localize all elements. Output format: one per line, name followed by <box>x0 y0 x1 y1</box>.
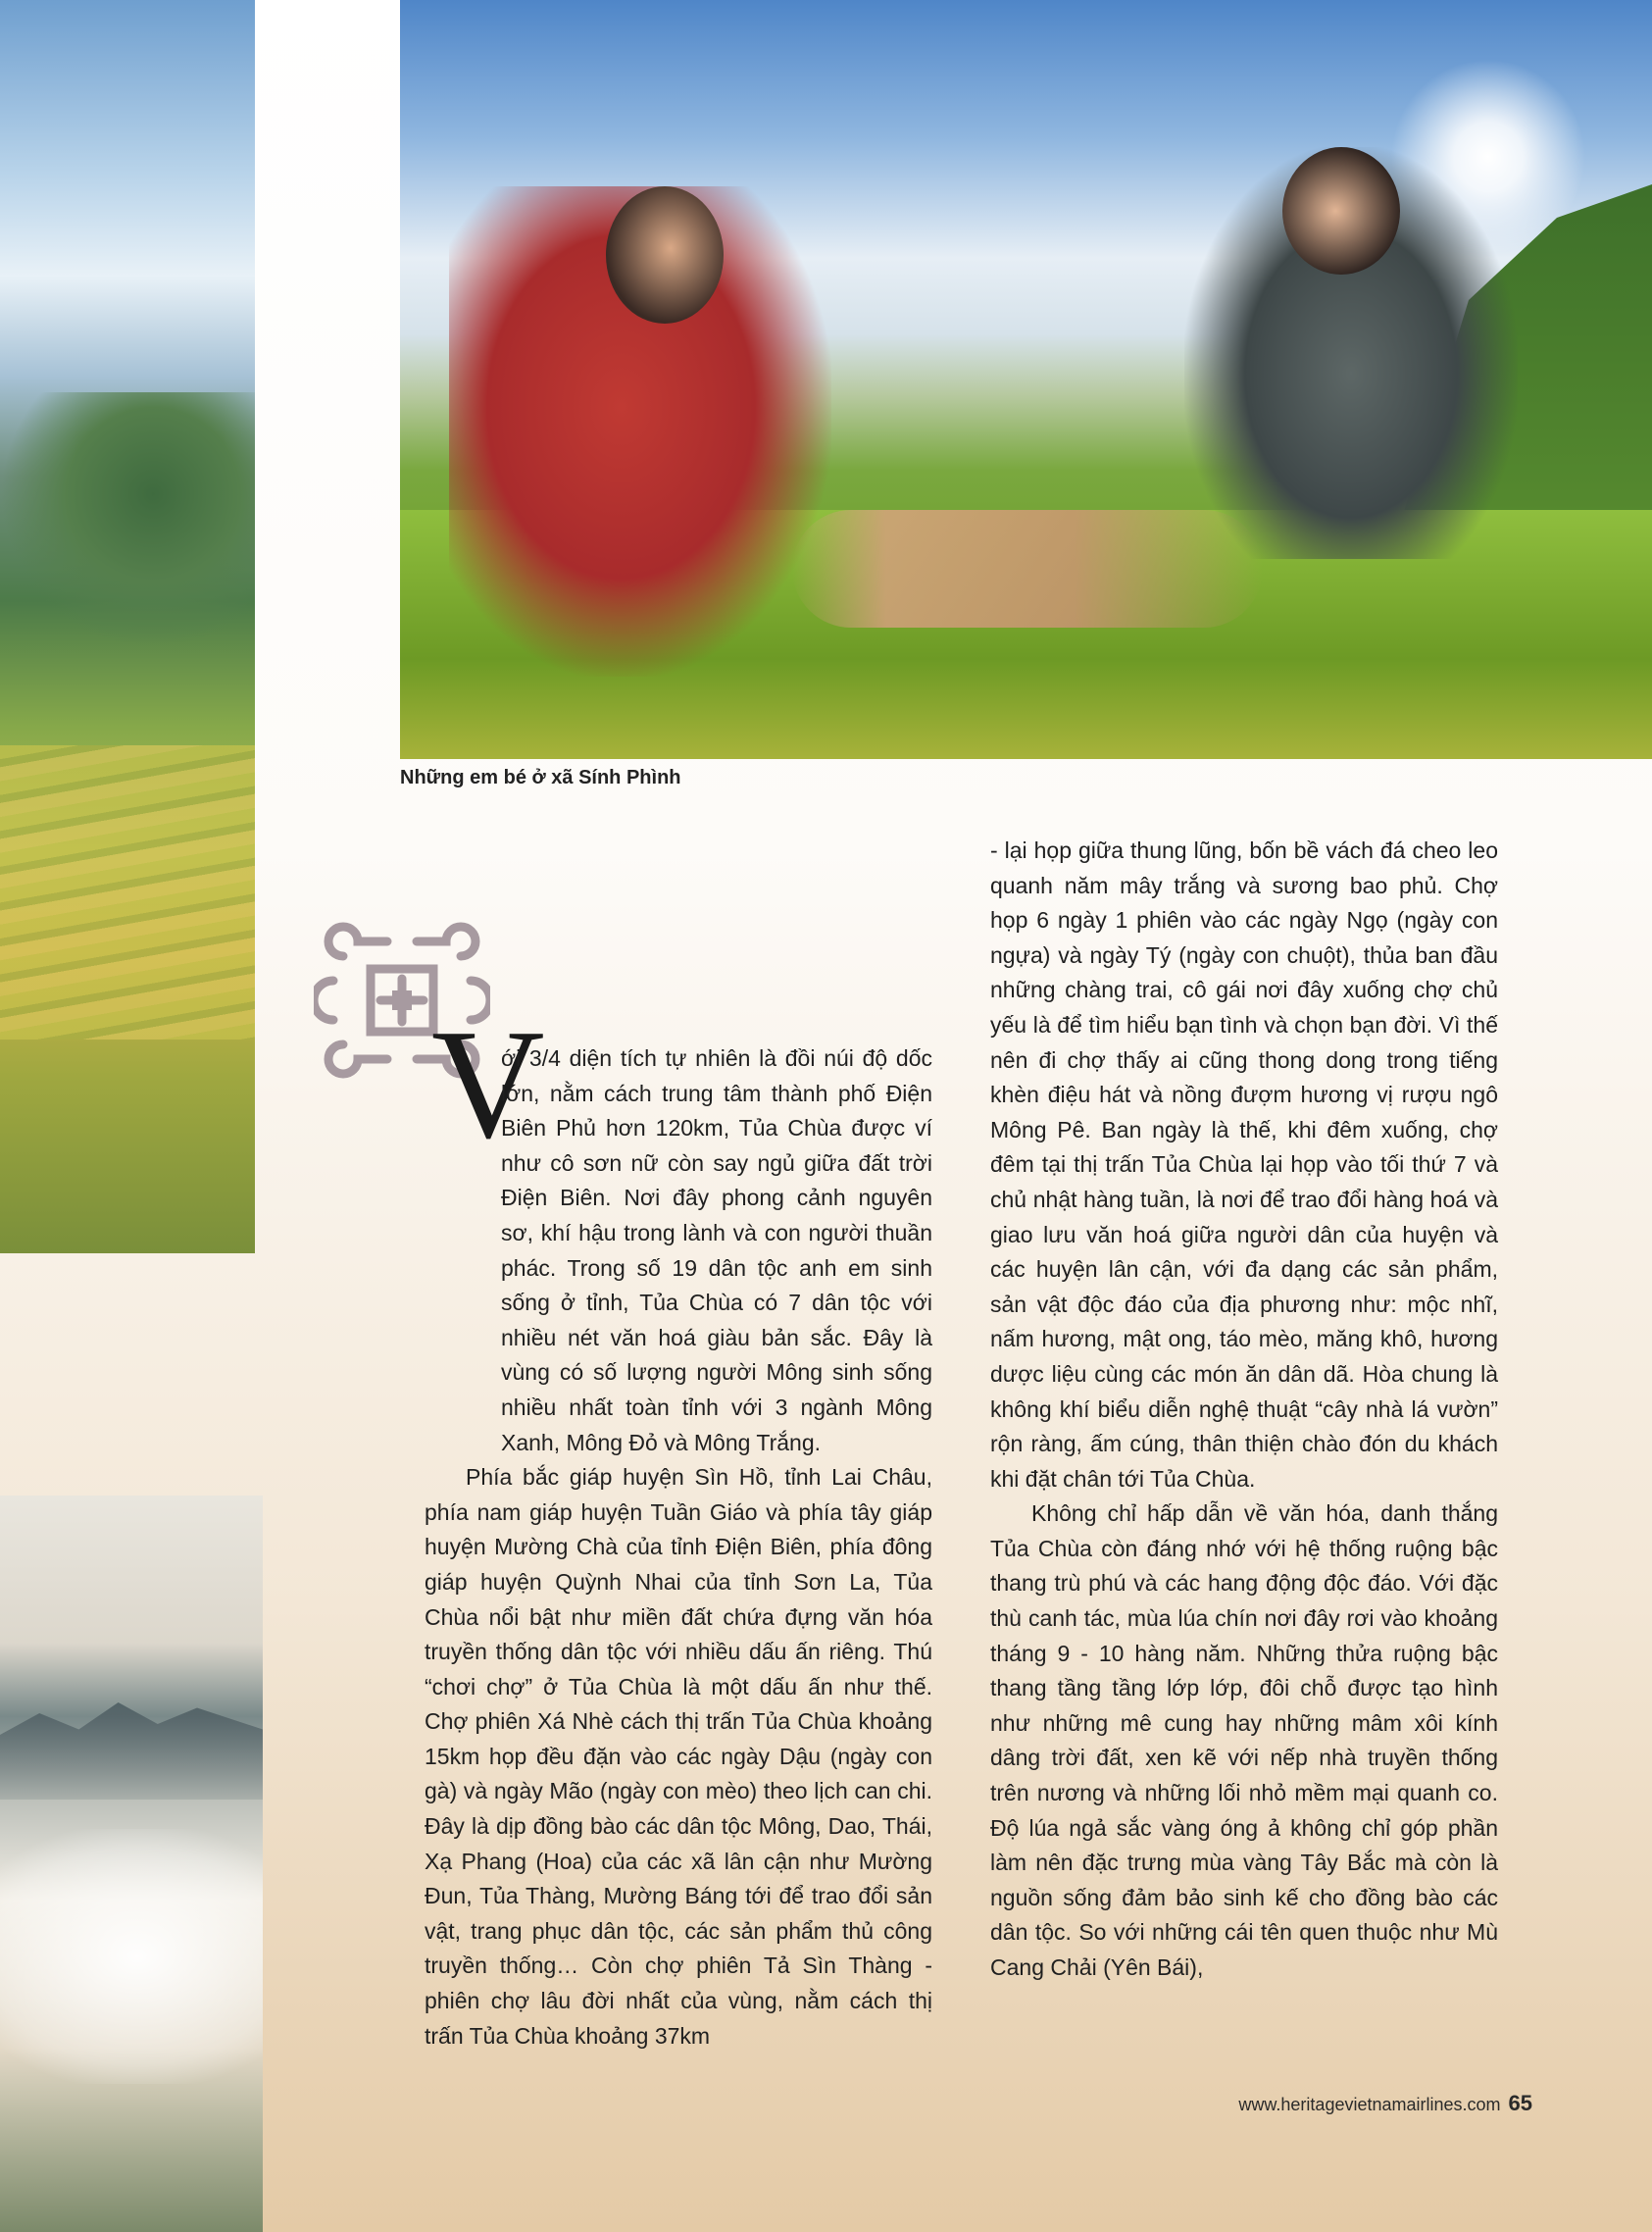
article-paragraph <box>425 1041 932 1460</box>
left-landscape-photo-top <box>0 0 255 1253</box>
girl-grey-jacket-figure <box>1184 147 1518 559</box>
girl-left-head <box>606 186 724 324</box>
article-paragraph: Phía bắc giáp huyện Sìn Hồ, tỉnh Lai Châu, phía nam giáp huyện Tuần Giáo và phía tây giáp huyện Mường Chà của tỉnh Điện Biên, phía đông giáp huyện Quỳnh Nhai của tỉnh Sơn La, Tủa Chùa nổi bật như miền đất chứa đựng văn hóa truyền thống dân tộc với nhiều dấu ấn riêng. Thú “chơi chợ” ở Tủa Chùa là một dấu ấn như thế. Chợ phiên Xá Nhè cách thị trấn Tủa Chùa khoảng 15km họp đều đặn vào các ngày Dậu (ngày con gà) và ngày Mão (ngày con mèo) theo lịch can chi. Đây là dịp đồng bào các dân tộc Mông, Dao, Thái, Xạ Phang (Hoa) của các xã lân cận như Mường Đun, Tủa Thàng, Mường Báng tới để trao đổi sản vật, trang phục dân tộc, các sản phẩm thủ công truyền thống… Còn chợ phiên Tả Sìn Thàng - phiên chợ lâu đời nhất của vùng, nằm cách thị trấn Tủa Chùa khoảng 37km <box>425 1464 932 2049</box>
left-landscape-photo-bottom <box>0 1496 263 2232</box>
rice-terraces-shape <box>0 745 255 1040</box>
page-footer <box>1238 2091 1532 2116</box>
article-paragraph: - lại họp giữa thung lũng, bốn bề vách đá cheo leo quanh năm mây trắng và sương bao phủ. Chợ họp 6 ngày 1 phiên vào các ngày Ngọ (ngày con ngựa) và ngày Tý (ngày con chuột), thủa ban đầu những chàng trai, cô gái nơi đây xuống chợ chủ yếu là để tìm hiểu bạn tình và chọn bạn đời. Vì thế nên đi chợ thấy ai cũng thong dong trong tiếng khèn điệu hát và nồng đượm hương vị rượu ngô Mông Pê. Ban ngày là thế, khi đêm xuống, chợ đêm tại thị trấn Tủa Chùa lại họp vào tối thứ 7 và chủ nhật hàng tuần, là nơi để trao đổi hàng hoá và giao lưu văn hoá giữa người dân của huyện và các huyện lân cận, với đa dạng các sản phẩm, sản vật độc đáo của địa phương như: mộc nhĩ, nấm hương, mật ong, táo mèo, măng khô, hương dược liệu cùng các món ăn dân dã. Hòa chung là không khí biểu diễn nghệ thuật “cây nhà lá vườn” rộn ràng, ấm cúng, thân thiện chào đón du khách khi đặt chân tới Tủa Chùa. <box>990 837 1498 1492</box>
main-photo-children <box>400 0 1652 759</box>
mountain-shape <box>0 392 255 647</box>
girl-right-head <box>1282 147 1400 275</box>
article-column-left <box>425 1041 932 2054</box>
website-link[interactable]: www.heritagevietnamairlines.com <box>1238 2095 1501 2114</box>
photo-caption: Những em bé ở xã Sính Phình <box>400 767 681 788</box>
article-column-right <box>990 834 1498 1986</box>
fog-shape <box>0 1829 263 2084</box>
article-lead-text: ới 3/4 diện tích tự nhiên là đồi núi độ dốc lớn, nằm cách trung tâm thành phố Điện Biên Phủ hơn 120km, Tủa Chùa được ví như cô sơn nữ còn say ngủ giữa đất trời Điện Biên. Nơi đây phong cảnh nguyên sơ, khí hậu trong lành và con người thuần phác. Trong số 19 dân tộc anh em sinh sống ở tỉnh, Tủa Chùa có 7 dân tộc với nhiều nét văn hoá giàu bản sắc. Đây là vùng có số lượng người Mông sinh sống nhiều nhất toàn tỉnh với 3 ngành Mông Xanh, Mông Đỏ và Mông Trắng. <box>501 1045 932 1455</box>
mountain-ridge-shape <box>0 1692 263 1800</box>
page-number: 65 <box>1508 2091 1532 2115</box>
drop-cap-letter: V <box>431 996 545 1171</box>
girl-red-jacket-figure <box>449 186 831 677</box>
article-paragraph: Không chỉ hấp dẫn về văn hóa, danh thắng Tủa Chùa còn đáng nhớ với hệ thống ruộng bậc thang trù phú và các hang động độc đáo. Với đặc thù canh tác, mùa lúa chín nơi đây rơi vào khoảng tháng 9 - 10 hàng năm. Những thửa ruộng bậc thang tầng tầng lớp lớp, đôi chỗ được tạo hình như những mê cung hay những mâm xôi kính dâng trời đất, xen kẽ với nếp nhà truyền thống trên nương và những lối nhỏ mềm mại quanh co. Độ lúa ngả sắc vàng óng ả không chỉ góp phần làm nên đặc trưng mùa vàng Tây Bắc mà còn là nguồn sống đảm bảo sinh kế cho đồng bào các dân tộc. So với những cái tên quen thuộc như Mù Cang Chải (Yên Bái), <box>990 1500 1498 1980</box>
